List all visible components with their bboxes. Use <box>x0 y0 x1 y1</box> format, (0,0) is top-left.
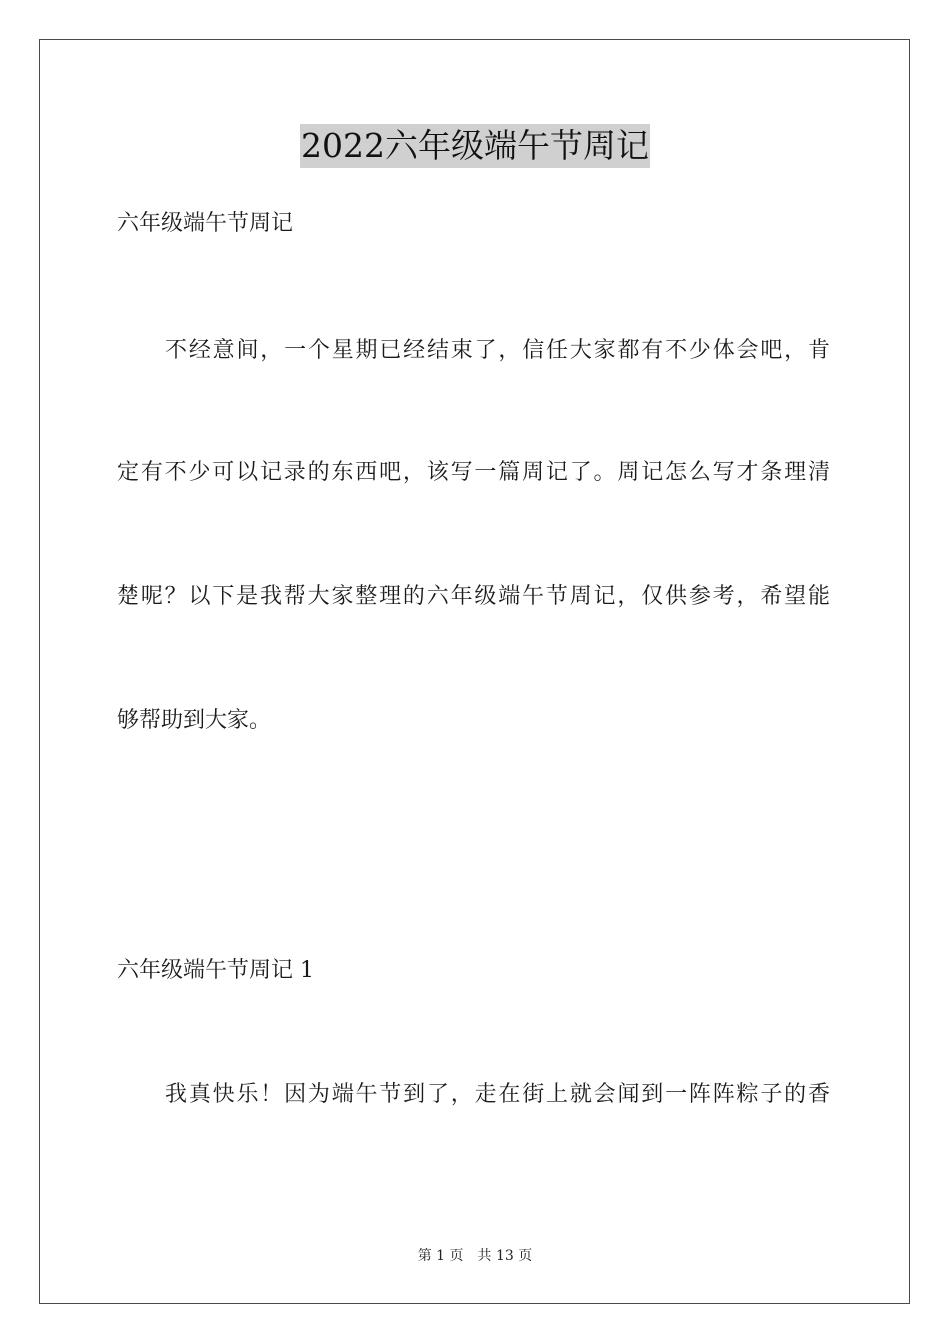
document-subtitle: 六年级端午节周记 <box>117 211 294 236</box>
section-heading: 六年级端午节周记 1 <box>117 958 314 983</box>
intro-line-2: 定有不少可以记录的东西吧，该写一篇周记了。周记怎么写才条理清 <box>117 460 830 485</box>
section-line-1: 我真快乐！因为端午节到了，走在街上就会闻到一阵阵粽子的香 <box>165 1082 830 1107</box>
title-container <box>0 124 950 168</box>
intro-line-1: 不经意间，一个星期已经结束了，信任大家都有不少体会吧，肯 <box>165 338 830 363</box>
page-footer <box>0 1246 950 1266</box>
intro-line-4: 够帮助到大家。 <box>117 708 272 733</box>
intro-line-3: 楚呢？以下是我帮大家整理的六年级端午节周记，仅供参考，希望能 <box>117 584 830 609</box>
document-title: 2022六年级端午节周记 <box>300 124 650 168</box>
page-number: 第 1 页 <box>417 1248 464 1264</box>
page-total: 共 13 页 <box>477 1248 533 1264</box>
